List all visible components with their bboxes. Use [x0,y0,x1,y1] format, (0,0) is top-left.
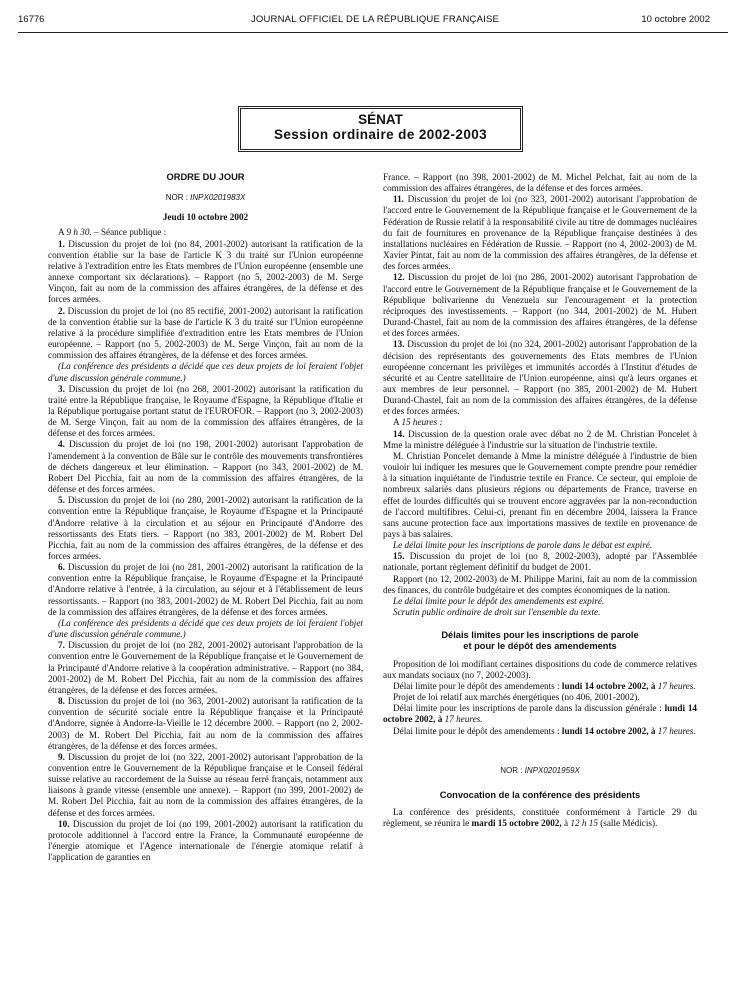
deadline-note: Le délai limite pour les inscriptions de parole dans le débat est expiré. [393,540,653,551]
item-text: Discussion du projet de loi (no 322, 2001-2002) autorisant l'approbation de la convention entre le Gouvernement de la République française et le Conseil fédéral suisse relative au raccordement de la Suisse au réseau ferré français, notamment aux liaisons à grande vitesse (ensemble une annexe). – Rapport (no 399, 2001-2002) de M. Robert Del Picchia, fait au nom de la commission des affaires étrangères, de la défense et des forces armées. [48,751,363,818]
item-number: 7. [58,640,65,651]
agenda-item [383,429,697,451]
senate-title: SÉNAT [358,112,403,127]
item-text: Discussion du projet de loi (no 324, 2001-2002) autorisant l'approbation de la décision des représentants des gouvernements des Etats membres de l'Union européenne concernant les privilèges et immunités accordés à l'Institut d'études de sécurité et au Centre satellitaire de l'Union européenne, ainsi qu'à leurs organes et aux membres de leur personnel. – Rapport (no 385, 2001-2002) de M. Hubert Durand-Chastel, fait au nom de la commission des affaires étrangères, de la défense et des forces armées. [383,339,697,417]
item-number: 10. [58,818,70,829]
nor-code: INPX0201959X [524,765,580,775]
item-text: Discussion du projet de loi (no 198, 2001-2002) autorisant l'approbation de l'amendement à la convention de Bâle sur le contrôle des mouvements transfrontières de déchets dangereux et leur élimination. – Rapport (no 343, 2001-2002) de M. Robert Del Picchia, fait au nom de la commission des affaires étrangères, de la défense et des forces armées. [48,439,364,495]
rapport-text: Rapport (no 12, 2002-2003) de M. Philippe Marini, fait au nom de la commission des finances, du contrôle budgétaire et des comptes économiques de la nation. [383,573,697,595]
item-text: Discussion du projet de loi (no 85 rectifié, 2001-2002) autorisant la ratification de la convention établie sur la base de l'article K 3 du traité sur l'Union européenne relative à la procédure simplifiée d'extradition entre les Etats membres de l'Union européenne. – Rapport (no 5, 2002-2003) de M. Serge Vinçon, fait au nom de la commission des affaires étrangères, de la défense et des forces armées. [48,305,364,361]
deadline-label: Délai limite pour les inscriptions de parole dans la discussion générale : [393,703,662,714]
page-number: 16776 [18,14,45,25]
deadline-hour: 17 heures. [657,680,696,691]
nor-label: NOR : [165,193,188,203]
deadline-label: Délai limite pour le dépôt des amendements : [393,680,560,691]
item-number: 9. [58,751,65,762]
vote-note: Scrutin public ordinaire de droit sur l'ensemble du texte. [393,607,601,618]
nor-reference [383,765,697,776]
item-number: 12. [393,272,405,283]
deadline-label: Délai limite pour le dépôt des amendements : [393,725,560,736]
convocation-lead: La conférence des présidents, constituée conformément à l'article 29 du règlement, se réunira le [383,806,697,829]
deadline-date: lundi 14 octobre 2002, [561,725,649,736]
item-number: 11. [393,194,404,205]
item-number: 3. [58,383,65,394]
item-number: 13. [393,339,405,350]
agenda-item [48,819,363,864]
nor-reference [48,192,363,203]
convocation-date: mardi 15 octobre 2002, [471,818,562,829]
header-rule [18,32,728,33]
item-text: Discussion du projet de loi (no 199, 2001-2002) autorisant la ratification du protocole additionnel à l'accord entre la France, la Communauté européenne de l'énergie atomique et l'Agence internationale de l'énergie atomique relatif à l'application de garanties en [48,818,364,863]
issue-date: 10 octobre 2002 [641,14,710,25]
convocation-heading: Convocation de la conférence des présidents [439,789,641,800]
convocation-hour: 12 h 15 [570,818,598,829]
bill-title: Projet de loi relatif aux marchés énergétiques (no 406, 2001-2002). [393,692,640,703]
time-prefix: A [58,227,65,238]
item-number: 14. [393,428,405,439]
senate-title-box [238,106,523,152]
time-value: 15 heures : [401,417,443,428]
item-text: Discussion du projet de loi (no 323, 2001-2002) autorisant l'approbation de l'accord entre le Gouvernement de la République française et le Gouvernement de la Fédération de Russie relatif à la responsabilité civile au titre de dommages nucléaires du fait de fournitures en provenance de la République française destinées à des installations nucléaires en Fédération de Russie. – Rapport (no 4, 2002-2003) de M. Xavier Pintat, fait au nom de la commission des affaires étrangères, de la défense et des forces armées. [383,194,698,272]
item-text: Discussion de la question orale avec débat no 2 de M. Christian Poncelet à Mme la ministre déléguée à l'industrie sur la situation de l'industrie textile. [383,428,697,450]
item-text: Discussion du projet de loi (no 268, 2001-2002) autorisant la ratification du traité entre la République française, le Royaume d'Espagne, la République d'Italie et la République portugaise portant statut de l'EUROFOR. – Rapport (no 3, 2002-2003) de M. Serge Vinçon, fait au nom de la commission des affaires étrangères, de la défense et des forces armées. [48,383,364,439]
conference-note: (La conférence des présidents a décidé que ces deux projets de loi feraient l'objet d'une discussion générale commune.) [48,361,363,383]
deadline-line [383,681,697,692]
item-text: Discussion du projet de loi (no 280, 2001-2002) autorisant la ratification de la convention entre la République française, le Royaume d'Espagne et la Principauté d'Andorre relative à la circulation et au séjour en Principauté d'Andorre des ressortissants des Etats tiers. – Rapport (no 383, 2001-2002) de M. Robert Del Picchia, fait au nom de la commission des affaires étrangères, de la défense et des forces armées. [48,495,363,561]
agenda-item [383,551,697,573]
question-body: M. Christian Poncelet demande à Mme la ministre déléguée à l'industrie de bien vouloir lui indiquer les mesures que le Gouvernement compte prendre pour remédier à la situation inquiétante de l'industrie textile en France. Ce secteur, qui emploie de nombreux salariés dans plusieurs régions ou départements de France, traverse en effet de lourdes difficultés qui se trouvent encore aggravées par la non-reconduction de l'accord multifibres. Celui-ci, prenant fin en décembre 2004, laissera la France sans aucune protection face aux importations massives de textile en provenance de pays à bas salaires. [383,450,697,539]
deadline-at: à [650,680,656,691]
deadline-date: lundi 14 octobre 2002, [561,680,649,691]
item-text: Discussion du projet de loi (no 286, 2001-2002) autorisant l'approbation de l'accord entre le Gouvernement de la République française et le Gouvernement de la République bolivarienne du Venezuela sur l'encouragement et la protection réciproques des investissements. – Rapport (no 344, 2001-2002) de M. Hubert Durand-Chastel, fait au nom de la commission des affaires étrangères, de la défense et des forces armées. [383,272,697,339]
item-text: Discussion du projet de loi (no 363, 2001-2002) autorisant la ratification de la convention de sécurité sociale entre la République française et la Principauté d'Andorre, signée à Andorre-la-Vieille le 12 décembre 2000. – Rapport (no 2, 2002-2003) de M. Robert Del Picchia, fait au nom de la commission des affaires étrangères, de la défense et des forces armées. [48,696,363,751]
item-number: 2. [58,305,65,316]
agenda-item [383,194,697,272]
item-number: 8. [58,696,65,707]
deadline-at: à [437,714,443,725]
time-suffix: – Séance publique : [94,227,167,238]
nor-code: INPX0201983X [190,193,246,203]
sitting-day: Jeudi 10 octobre 2002 [162,212,249,223]
time-value: 9 h 30. [66,227,92,238]
item-number: 4. [58,439,65,450]
bill-title: Proposition de loi modifiant certaines dispositions du code de commerce relatives aux mandats sociaux (no 7, 2002-2003). [383,658,697,680]
right-column [383,172,697,829]
item-text: Discussion du projet de loi (no 282, 2001-2002) autorisant l'approbation de la convention entre le Gouvernement de la République française et le Gouvernement de la Principauté d'Andorre relative à la coopération administrative. – Rapport (no 384, 2001-2002) de M. Robert Del Picchia, fait au nom de la commission des affaires étrangères, de la défense et des forces armées. [48,640,363,695]
agenda-item [48,752,363,819]
convocation-at: à [563,818,569,829]
conference-note: (La conférence des présidents a décidé que ces deux projets de loi feraient l'objet d'une discussion générale commune.) [48,617,363,640]
deadline-line [383,703,697,725]
agenda-item [48,562,363,618]
agenda-item [383,339,697,417]
agenda-item [48,306,363,362]
item-number: 6. [58,562,65,573]
morning-session [48,227,363,238]
deadline-hour: 17 heures. [657,725,696,736]
nor-label: NOR : [500,765,523,775]
time-prefix: A [393,417,400,428]
agenda-item [48,696,363,752]
session-title: Session ordinaire de 2002-2003 [273,127,488,142]
agenda-item [48,495,363,562]
page-header [0,14,750,30]
agenda-heading: ORDRE DU JOUR [166,172,245,182]
deadline-line [383,726,697,737]
deadlines-heading-line2: et pour le dépôt des amendements [463,641,617,652]
item-number: 1. [58,238,65,249]
deadline-date: lundi 14 octobre 2002, [383,703,698,725]
agenda-item [48,640,363,696]
afternoon-session [383,417,697,428]
item-text: Discussion du projet de loi (no 8, 2002-2003), adopté par l'Assemblée nationale, portant règlement définitif du budget de 2001. [383,551,698,573]
journal-title: JOURNAL OFFICIEL DE LA RÉPUBLIQUE FRANÇAISE [250,14,500,25]
item-continuation: France. – Rapport (no 398, 2001-2002) de M. Michel Pelchat, fait au nom de la commission des affaires étrangères, de la défense et des forces armées. [383,172,697,194]
agenda-item [48,239,363,306]
item-number: 5. [58,495,65,506]
deadline-at: à [650,725,656,736]
agenda-item [48,384,363,440]
convocation-text [383,807,697,829]
deadline-note: Le délai limite pour le dépôt des amendements est expiré. [393,595,605,606]
left-column [48,172,363,863]
convocation-room: (salle Médicis). [600,818,658,829]
item-text: Discussion du projet de loi (no 84, 2001-2002) autorisant la ratification de la convention établie sur la base de l'article K 3 du traité sur l'Union européenne relative à l'extradition entre les Etats membres de l'Union européenne (ensemble une annexe comportant six déclarations). – Rapport (no 5, 2002-2003) de M. Serge Vinçon, fait au nom de la commission des affaires étrangères, de la défense et des forces armées. [48,238,364,305]
deadlines-heading: Délais limites pour les inscriptions de parole [441,630,639,641]
item-text: Discussion du projet de loi (no 281, 2001-2002) autorisant la ratification de la convention entre la République française, le Royaume d'Espagne et la Principauté d'Andorre relative à l'entrée, à la circulation, au séjour et à l'établissement de leurs ressortissants. – Rapport (no 383, 2001-2002) de M. Robert Del Picchia, fait au nom de la commission des affaires étrangères, de la défense et des forces armées. [48,562,363,617]
agenda-item [48,439,363,495]
agenda-item [383,272,697,339]
deadline-hour: 17 heures. [444,714,483,725]
item-number: 15. [393,551,405,562]
